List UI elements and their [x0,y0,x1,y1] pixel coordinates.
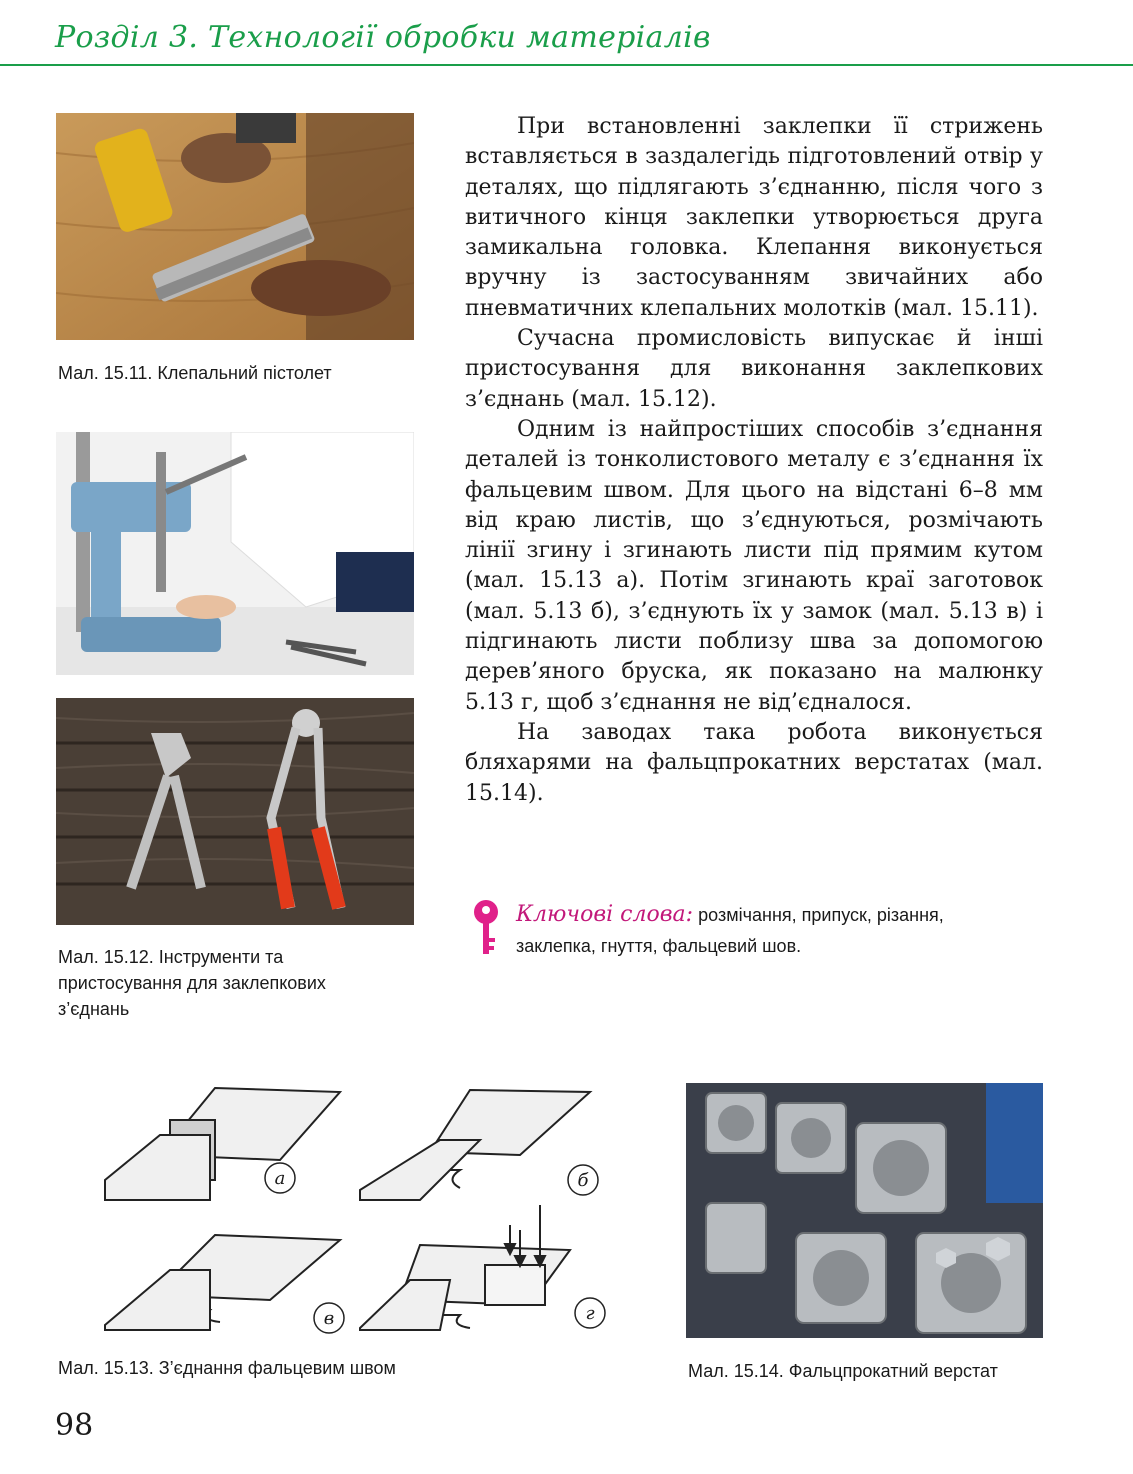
paragraph: Одним із найпростіших способів з’єднання деталей із тонколистового металу є з’єднання їх фальцевим швом. Для цього на відстані 6–8 мм від краю листів, що з’єднуються, розмічають лінії згину і згинають листи під прямим кутом (мал. 15.13 а). Потім згинають краї заготовок (мал. 5.13 б), з’єднують їх у замок (мал. 5.13 в) і підгинають листи поблизу шва за допомогою дерев’яного бруска, як показано на малюнку 5.13 г, щоб з’єднання не від’єдналося. [465,416,1043,715]
seaming-machine-photo [686,1083,1043,1338]
header-rule [0,64,1133,66]
caption-line-1: Мал. 15.12. Інструменти та [58,947,284,967]
keywords-label: Ключові слова: [516,902,694,927]
rivet-pliers-photo [56,698,414,925]
label-b: б [577,1170,589,1191]
label-a: а [274,1168,286,1189]
caption-line-3: з’єднань [58,999,130,1019]
caption-line-2: пристосування для заклепкових [58,973,326,993]
main-text [465,112,1043,809]
label-g: г [585,1303,595,1324]
figure-caption-15-14: Мал. 15.14. Фальцпрокатний верстат [688,1361,998,1381]
figure-caption-15-13: Мал. 15.13. З’єднання фальцевим швом [58,1358,396,1378]
seam-diagram [100,1080,620,1340]
rivet-gun-photo [56,113,414,340]
paragraph: На заводах така робота виконується бляхарями на фальцпрокатних верстатах (мал. 15.14). [465,719,1043,806]
riveting-press-photo [56,432,414,675]
keywords-text: розмічання, припуск, різання, заклепка, гнуття, фальцевий шов. [516,905,944,956]
figure-caption-15-11: Мал. 15.11. Клепальний пістолет [58,363,332,383]
label-v: в [323,1308,335,1329]
key-icon [470,898,502,962]
paragraph: Сучасна промисловість випускає й інші пристосування для виконання заклепкових з’єднань (мал. 15.12). [465,326,1043,412]
page-number: 98 [55,1408,94,1443]
paragraph: При встановленні заклепки її стрижень вставляється в заздалегідь підготовлений отвір у деталях, що підлягають з’єднанню, після чого з витичного кінця заклепки утворюється друга замикальна головка. Клепання виконується вручну із застосуванням звичайних або пневматичних клепальних молотків (мал. 15.11). [465,114,1043,321]
figure-caption-15-12 [58,944,326,1022]
keywords-box [516,900,1016,962]
section-header: Розділ 3. Технології обробки матеріалів [55,20,711,55]
